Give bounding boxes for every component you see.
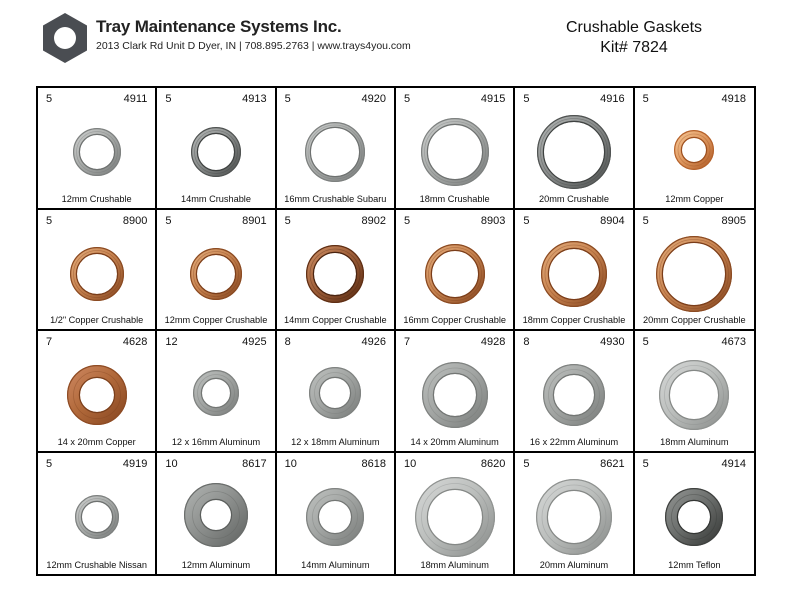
gasket-cell-4926 [277,331,396,453]
gasket-cell-4919 [38,453,157,575]
gasket-part-number: 8621 [600,457,625,470]
gasket-cell-8620 [396,453,515,575]
gasket-label: 20mm Crushable [539,193,609,204]
kit-number: Kit# 7824 [600,39,668,56]
gasket-ring-icon [157,96,275,206]
gasket-cell-4914 [635,453,754,575]
gasket-quantity: 5 [165,214,172,227]
gasket-cell-8905 [635,210,754,332]
gasket-label: 12mm Crushable Nissan [46,560,147,570]
gasket-label: 14 x 20mm Aluminum [410,436,499,447]
gasket-quantity: 7 [46,336,53,348]
gasket-ring-icon [515,96,633,206]
gasket-ring-icon [396,339,514,449]
gasket-quantity: 5 [642,214,649,227]
gasket-part-number: 8902 [361,214,386,227]
gasket-part-number: 8905 [721,214,746,227]
kit-title-name: Crushable Gaskets [565,19,703,36]
gasket-ring-icon [515,461,633,571]
gasket-ring-icon [635,96,753,206]
gasket-part-number: 4916 [600,93,625,105]
gasket-cell-8618 [277,453,396,575]
gasket-part-number: 8618 [361,457,386,470]
gasket-label: 18mm Aluminum [420,560,489,570]
gasket-ring-icon [38,461,156,571]
gasket-cell-8617 [157,453,276,575]
gasket-label: 12mm Aluminum [181,560,251,570]
gasket-ring-icon [38,218,156,328]
kit-title [534,18,734,58]
gasket-quantity: 5 [642,336,649,348]
gasket-part-number: 4918 [721,93,746,105]
gasket-ring-icon [396,96,514,206]
gasket-part-number: 4915 [480,93,506,105]
gasket-label: 14mm Aluminum [301,560,370,570]
gasket-label: 1/2" Copper Crushable [50,315,144,325]
gasket-ring-icon [38,96,156,206]
gasket-quantity: 10 [284,457,297,470]
company-contact-info: 2013 Clark Rd Unit D Dyer, IN | 708.895.2763 | www.trays4you.com [96,40,411,52]
gasket-label: 12mm Copper [665,193,724,204]
gasket-cell-4913 [157,88,276,210]
gasket-cell-8901 [157,210,276,332]
gasket-label: 14mm Copper Crushable [284,315,387,325]
gasket-quantity: 5 [642,457,649,470]
gasket-quantity: 10 [404,457,417,470]
gasket-part-number: 4628 [122,336,148,348]
gasket-part-number: 4930 [600,336,625,348]
gasket-part-number: 4925 [242,336,267,348]
gasket-part-number: 8901 [242,214,267,227]
gasket-label: 12mm Copper Crushable [164,315,268,325]
gasket-label: 16mm Copper Crushable [403,315,506,325]
gasket-label: 20mm Copper Crushable [643,315,746,325]
gasket-ring-icon [277,461,395,571]
gasket-part-number: 4911 [123,93,148,105]
gasket-quantity: 5 [46,457,53,470]
gasket-ring-icon [515,339,633,449]
gasket-part-number: 8617 [242,457,267,470]
gasket-ring-icon [157,218,275,328]
gasket-cell-8900 [38,210,157,332]
gasket-label: 14 x 20mm Copper [57,436,136,447]
gasket-label: 16 x 22mm Aluminum [529,436,619,447]
gasket-label: 12mm Crushable [61,193,132,204]
gasket-label: 18mm Crushable [419,193,490,204]
gasket-label: 12 x 16mm Aluminum [171,436,261,447]
gasket-cell-4673 [635,331,754,453]
gasket-quantity: 7 [404,336,411,348]
gasket-cell-4915 [396,88,515,210]
gasket-ring-icon [277,339,395,449]
gasket-ring-icon [38,339,156,449]
header [0,0,792,80]
gasket-part-number: 4920 [361,93,386,105]
gasket-part-number: 4926 [361,336,386,348]
gasket-cell-4928 [396,331,515,453]
gasket-ring-icon [157,339,275,449]
gasket-quantity: 12 [165,336,178,348]
gasket-ring-icon [635,218,753,328]
gasket-part-number: 4928 [480,336,506,348]
gasket-quantity: 5 [46,93,53,105]
gasket-grid [36,86,756,576]
gasket-quantity: 5 [404,93,411,105]
gasket-ring-icon [635,461,753,571]
gasket-cell-8621 [515,453,634,575]
gasket-cell-4920 [277,88,396,210]
gasket-cell-4930 [515,331,634,453]
gasket-ring-icon [515,218,633,328]
gasket-label: 12 x 18mm Aluminum [291,436,380,447]
gasket-quantity: 5 [523,214,530,227]
gasket-cell-8904 [515,210,634,332]
gasket-quantity: 5 [284,214,291,227]
gasket-ring-icon [635,339,753,449]
gasket-ring-icon [396,461,514,571]
gasket-part-number: 8900 [122,214,148,227]
gasket-ring-icon [277,96,395,206]
gasket-cell-4911 [38,88,157,210]
gasket-label: 18mm Copper Crushable [522,315,626,325]
gasket-part-number: 8904 [600,214,625,227]
gasket-label: 16mm Crushable Subaru [284,193,387,204]
gasket-label: 12mm Teflon [668,560,721,570]
gasket-cell-4628 [38,331,157,453]
gasket-quantity: 5 [642,93,649,105]
gasket-part-number: 4919 [122,457,148,470]
gasket-ring-icon [157,461,275,571]
gasket-quantity: 5 [284,93,291,105]
company-name: Tray Maintenance Systems Inc. [96,17,342,36]
hex-nut-icon [40,12,90,64]
gasket-cell-4916 [515,88,634,210]
gasket-part-number: 8620 [480,457,506,470]
gasket-quantity: 5 [46,214,53,227]
gasket-quantity: 5 [165,93,172,105]
gasket-cell-8902 [277,210,396,332]
gasket-part-number: 4914 [721,457,746,470]
gasket-quantity: 8 [284,336,291,348]
gasket-part-number: 4673 [721,336,746,348]
gasket-label: 20mm Aluminum [539,560,609,570]
gasket-quantity: 5 [523,457,530,470]
gasket-cell-4918 [635,88,754,210]
gasket-part-number: 4913 [242,93,267,105]
gasket-quantity: 5 [404,214,411,227]
gasket-label: 18mm Aluminum [660,436,729,447]
gasket-quantity: 8 [523,336,530,348]
gasket-quantity: 5 [523,93,530,105]
gasket-cell-4925 [157,331,276,453]
gasket-ring-icon [277,218,395,328]
gasket-part-number: 8903 [480,214,506,227]
gasket-label: 14mm Crushable [181,193,251,204]
gasket-ring-icon [396,218,514,328]
gasket-cell-8903 [396,210,515,332]
gasket-quantity: 10 [165,457,178,470]
